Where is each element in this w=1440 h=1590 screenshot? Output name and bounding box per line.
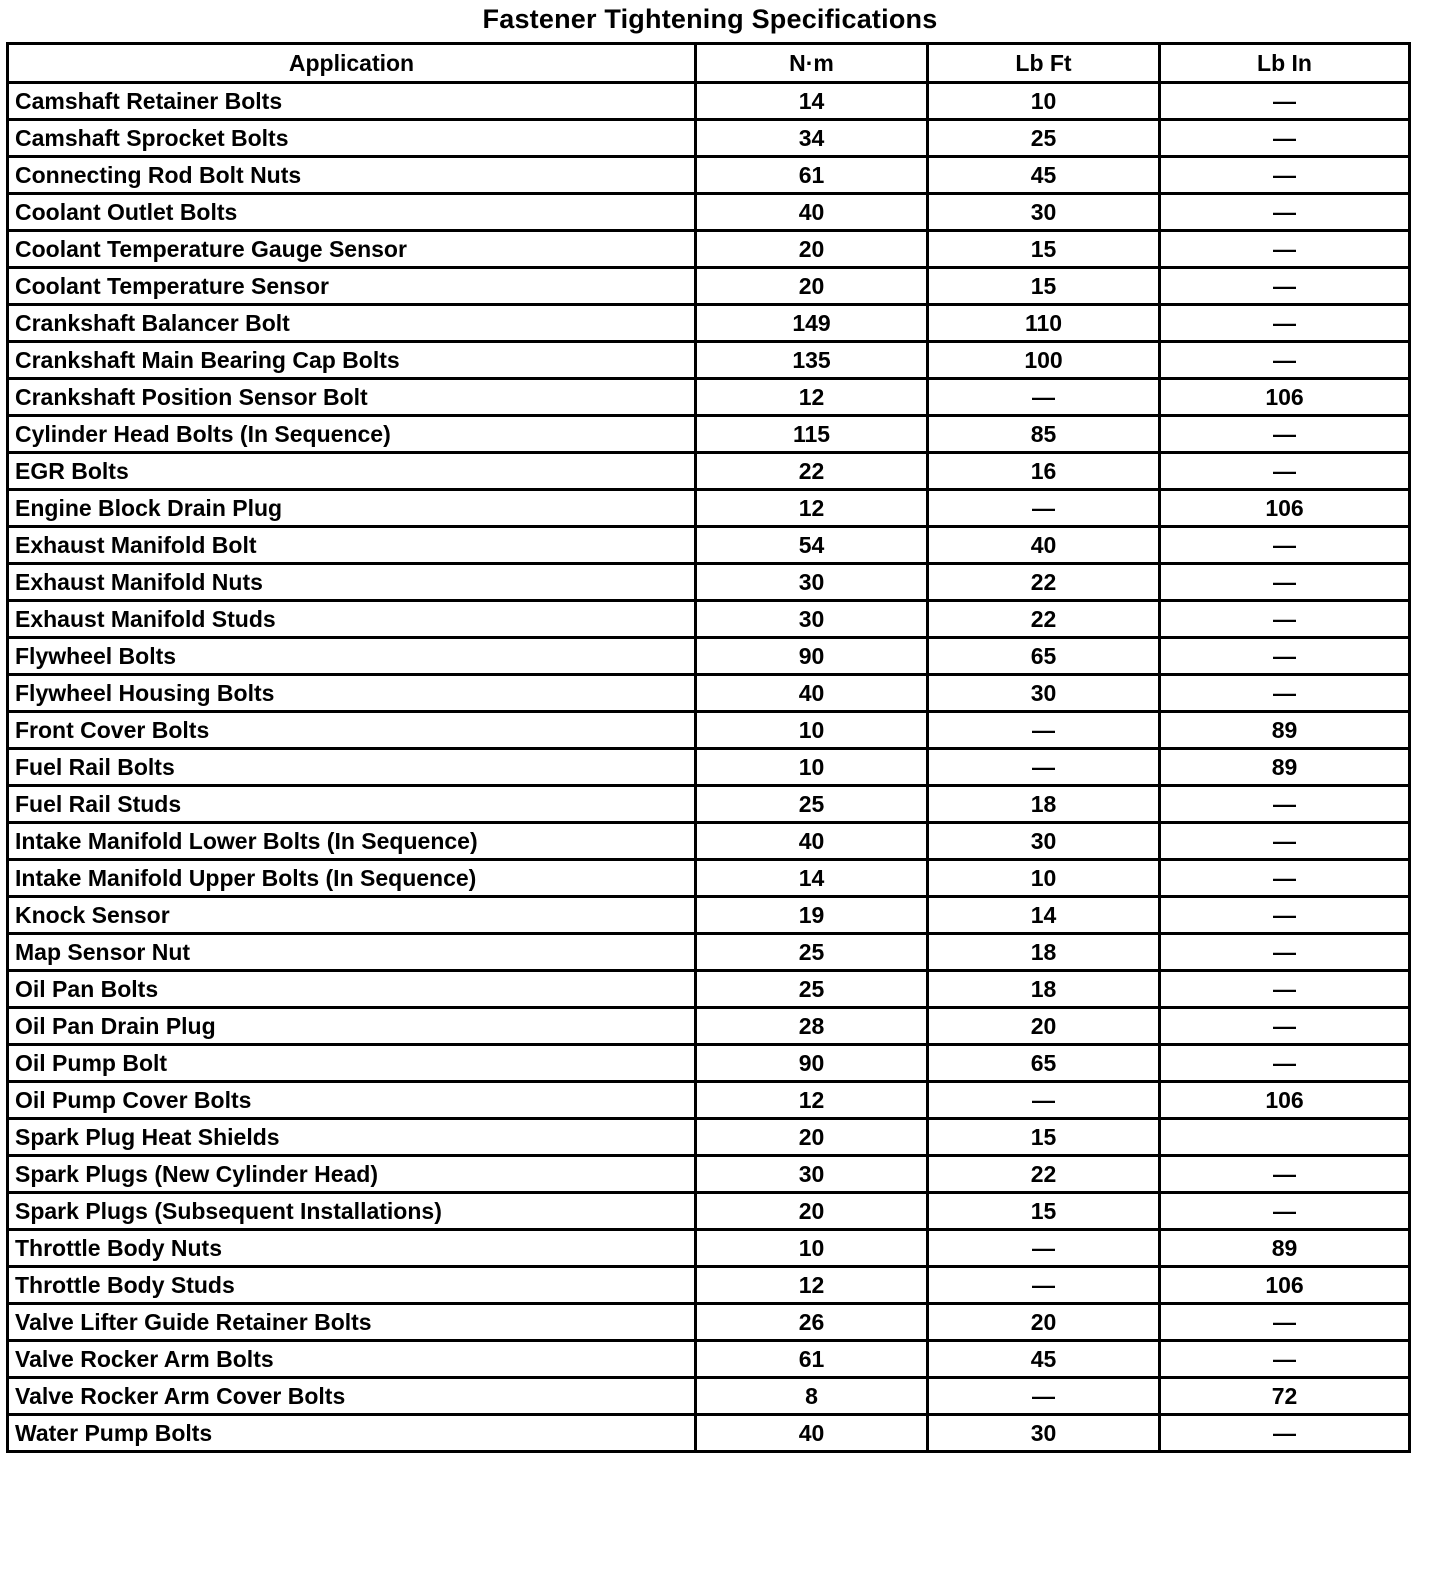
table-row	[8, 860, 1410, 897]
table-row	[8, 268, 1410, 305]
table-row	[8, 934, 1410, 971]
pound-feet-cell: 100	[928, 342, 1160, 379]
newton-meters-cell: 10	[696, 1230, 928, 1267]
pound-inches-cell: —	[1160, 860, 1410, 897]
table-row	[8, 527, 1410, 564]
application-cell: Oil Pump Bolt	[8, 1045, 696, 1082]
pound-feet-cell: 65	[928, 1045, 1160, 1082]
pound-inches-cell: —	[1160, 1193, 1410, 1230]
table-row	[8, 601, 1410, 638]
table-row	[8, 1415, 1410, 1452]
table-row	[8, 675, 1410, 712]
table-header-row	[8, 44, 1410, 83]
pound-inches-cell: 106	[1160, 490, 1410, 527]
pound-feet-cell: 10	[928, 83, 1160, 120]
pound-inches-cell: —	[1160, 120, 1410, 157]
pound-inches-cell: —	[1160, 83, 1410, 120]
application-cell: Coolant Temperature Sensor	[8, 268, 696, 305]
table-row	[8, 1119, 1410, 1156]
pound-feet-cell: 10	[928, 860, 1160, 897]
table-row	[8, 1008, 1410, 1045]
newton-meters-cell: 115	[696, 416, 928, 453]
newton-meters-cell: 40	[696, 823, 928, 860]
table-row	[8, 83, 1410, 120]
application-cell: Crankshaft Balancer Bolt	[8, 305, 696, 342]
column-header-pound-inches: Lb In	[1160, 44, 1410, 83]
table-row	[8, 1045, 1410, 1082]
application-cell: Front Cover Bolts	[8, 712, 696, 749]
application-cell: Intake Manifold Lower Bolts (In Sequence)	[8, 823, 696, 860]
application-cell: Exhaust Manifold Bolt	[8, 527, 696, 564]
newton-meters-cell: 149	[696, 305, 928, 342]
pound-inches-cell: —	[1160, 934, 1410, 971]
pound-feet-cell: 22	[928, 601, 1160, 638]
pound-feet-cell: —	[928, 1267, 1160, 1304]
table-body	[8, 83, 1410, 1452]
pound-feet-cell: 30	[928, 194, 1160, 231]
pound-feet-cell: 15	[928, 268, 1160, 305]
newton-meters-cell: 20	[696, 1119, 928, 1156]
pound-inches-cell: —	[1160, 268, 1410, 305]
newton-meters-cell: 90	[696, 638, 928, 675]
newton-meters-cell: 28	[696, 1008, 928, 1045]
newton-meters-cell: 20	[696, 268, 928, 305]
table-row	[8, 120, 1410, 157]
newton-meters-cell: 61	[696, 157, 928, 194]
application-cell: Oil Pump Cover Bolts	[8, 1082, 696, 1119]
newton-meters-cell: 61	[696, 1341, 928, 1378]
table-row	[8, 379, 1410, 416]
application-cell: Exhaust Manifold Studs	[8, 601, 696, 638]
table-row	[8, 1193, 1410, 1230]
pound-inches-cell: —	[1160, 675, 1410, 712]
newton-meters-cell: 19	[696, 897, 928, 934]
newton-meters-cell: 10	[696, 712, 928, 749]
pound-inches-cell: —	[1160, 1156, 1410, 1193]
pound-feet-cell: 45	[928, 157, 1160, 194]
table-row	[8, 897, 1410, 934]
pound-feet-cell: 16	[928, 453, 1160, 490]
pound-inches-cell: 89	[1160, 712, 1410, 749]
newton-meters-cell: 14	[696, 860, 928, 897]
fastener-spec-table	[6, 42, 1411, 1453]
pound-inches-cell: —	[1160, 564, 1410, 601]
application-cell: Throttle Body Nuts	[8, 1230, 696, 1267]
pound-feet-cell: 22	[928, 1156, 1160, 1193]
pound-inches-cell: —	[1160, 342, 1410, 379]
newton-meters-cell: 12	[696, 1267, 928, 1304]
table-row	[8, 1230, 1410, 1267]
pound-feet-cell: 18	[928, 934, 1160, 971]
table-row	[8, 342, 1410, 379]
newton-meters-cell: 20	[696, 231, 928, 268]
pound-inches-cell: —	[1160, 1415, 1410, 1452]
pound-feet-cell: 20	[928, 1304, 1160, 1341]
pound-inches-cell: —	[1160, 1341, 1410, 1378]
pound-feet-cell: 18	[928, 971, 1160, 1008]
table-row	[8, 564, 1410, 601]
pound-feet-cell: —	[928, 379, 1160, 416]
pound-inches-cell: —	[1160, 527, 1410, 564]
newton-meters-cell: 34	[696, 120, 928, 157]
application-cell: Flywheel Housing Bolts	[8, 675, 696, 712]
pound-feet-cell: 40	[928, 527, 1160, 564]
application-cell: Valve Rocker Arm Cover Bolts	[8, 1378, 696, 1415]
table-row	[8, 823, 1410, 860]
pound-feet-cell: 18	[928, 786, 1160, 823]
newton-meters-cell: 12	[696, 1082, 928, 1119]
pound-feet-cell: 15	[928, 1193, 1160, 1230]
pound-inches-cell: 106	[1160, 379, 1410, 416]
newton-meters-cell: 25	[696, 934, 928, 971]
page-title: Fastener Tightening Specifications	[482, 4, 938, 34]
pound-inches-cell: —	[1160, 231, 1410, 268]
pound-inches-cell	[1160, 1119, 1410, 1156]
newton-meters-cell: 14	[696, 83, 928, 120]
application-cell: Valve Rocker Arm Bolts	[8, 1341, 696, 1378]
newton-meters-cell: 40	[696, 675, 928, 712]
newton-meters-cell: 25	[696, 971, 928, 1008]
table-row	[8, 157, 1410, 194]
table-row	[8, 1156, 1410, 1193]
newton-meters-cell: 10	[696, 749, 928, 786]
application-cell: Map Sensor Nut	[8, 934, 696, 971]
pound-feet-cell: —	[928, 712, 1160, 749]
application-cell: Flywheel Bolts	[8, 638, 696, 675]
application-cell: Spark Plug Heat Shields	[8, 1119, 696, 1156]
pound-feet-cell: 25	[928, 120, 1160, 157]
table-row	[8, 453, 1410, 490]
table-row	[8, 194, 1410, 231]
application-cell: Coolant Temperature Gauge Sensor	[8, 231, 696, 268]
pound-inches-cell: —	[1160, 601, 1410, 638]
table-row	[8, 231, 1410, 268]
newton-meters-cell: 54	[696, 527, 928, 564]
table-row	[8, 638, 1410, 675]
column-header-pound-feet: Lb Ft	[928, 44, 1160, 83]
newton-meters-cell: 40	[696, 194, 928, 231]
application-cell: Spark Plugs (Subsequent Installations)	[8, 1193, 696, 1230]
pound-inches-cell: —	[1160, 157, 1410, 194]
newton-meters-cell: 22	[696, 453, 928, 490]
table-row	[8, 1378, 1410, 1415]
pound-feet-cell: —	[928, 749, 1160, 786]
table-row	[8, 490, 1410, 527]
pound-feet-cell: 45	[928, 1341, 1160, 1378]
table-row	[8, 786, 1410, 823]
application-cell: Camshaft Sprocket Bolts	[8, 120, 696, 157]
column-header-application: Application	[8, 44, 696, 83]
application-cell: Crankshaft Position Sensor Bolt	[8, 379, 696, 416]
newton-meters-cell: 25	[696, 786, 928, 823]
pound-feet-cell: —	[928, 490, 1160, 527]
newton-meters-cell: 20	[696, 1193, 928, 1230]
application-cell: Cylinder Head Bolts (In Sequence)	[8, 416, 696, 453]
application-cell: Camshaft Retainer Bolts	[8, 83, 696, 120]
pound-inches-cell: 106	[1160, 1267, 1410, 1304]
pound-feet-cell: 30	[928, 823, 1160, 860]
pound-feet-cell: —	[928, 1378, 1160, 1415]
pound-inches-cell: 89	[1160, 1230, 1410, 1267]
pound-inches-cell: —	[1160, 971, 1410, 1008]
pound-inches-cell: —	[1160, 823, 1410, 860]
table-row	[8, 416, 1410, 453]
pound-feet-cell: 22	[928, 564, 1160, 601]
table-row	[8, 1341, 1410, 1378]
pound-feet-cell: 30	[928, 675, 1160, 712]
pound-inches-cell: —	[1160, 194, 1410, 231]
pound-inches-cell: 106	[1160, 1082, 1410, 1119]
table-row	[8, 971, 1410, 1008]
application-cell: Fuel Rail Bolts	[8, 749, 696, 786]
table-row	[8, 305, 1410, 342]
pound-feet-cell: 15	[928, 231, 1160, 268]
application-cell: Water Pump Bolts	[8, 1415, 696, 1452]
pound-feet-cell: —	[928, 1230, 1160, 1267]
table-row	[8, 1082, 1410, 1119]
newton-meters-cell: 40	[696, 1415, 928, 1452]
application-cell: Throttle Body Studs	[8, 1267, 696, 1304]
pound-inches-cell: 89	[1160, 749, 1410, 786]
application-cell: EGR Bolts	[8, 453, 696, 490]
pound-inches-cell: —	[1160, 1008, 1410, 1045]
newton-meters-cell: 135	[696, 342, 928, 379]
column-header-newton-meters: N·m	[696, 44, 928, 83]
table-row	[8, 712, 1410, 749]
application-cell: Engine Block Drain Plug	[8, 490, 696, 527]
pound-feet-cell: 15	[928, 1119, 1160, 1156]
pound-inches-cell: 72	[1160, 1378, 1410, 1415]
table-row	[8, 749, 1410, 786]
pound-inches-cell: —	[1160, 638, 1410, 675]
application-cell: Knock Sensor	[8, 897, 696, 934]
application-cell: Oil Pan Drain Plug	[8, 1008, 696, 1045]
newton-meters-cell: 26	[696, 1304, 928, 1341]
pound-feet-cell: 20	[928, 1008, 1160, 1045]
application-cell: Crankshaft Main Bearing Cap Bolts	[8, 342, 696, 379]
newton-meters-cell: 30	[696, 564, 928, 601]
application-cell: Spark Plugs (New Cylinder Head)	[8, 1156, 696, 1193]
table-row	[8, 1267, 1410, 1304]
application-cell: Intake Manifold Upper Bolts (In Sequence)	[8, 860, 696, 897]
application-cell: Oil Pan Bolts	[8, 971, 696, 1008]
newton-meters-cell: 12	[696, 379, 928, 416]
pound-inches-cell: —	[1160, 1045, 1410, 1082]
pound-feet-cell: 65	[928, 638, 1160, 675]
newton-meters-cell: 30	[696, 601, 928, 638]
pound-feet-cell: 14	[928, 897, 1160, 934]
application-cell: Valve Lifter Guide Retainer Bolts	[8, 1304, 696, 1341]
pound-inches-cell: —	[1160, 897, 1410, 934]
pound-inches-cell: —	[1160, 416, 1410, 453]
pound-inches-cell: —	[1160, 1304, 1410, 1341]
application-cell: Connecting Rod Bolt Nuts	[8, 157, 696, 194]
pound-feet-cell: —	[928, 1082, 1160, 1119]
pound-inches-cell: —	[1160, 305, 1410, 342]
newton-meters-cell: 8	[696, 1378, 928, 1415]
newton-meters-cell: 30	[696, 1156, 928, 1193]
pound-feet-cell: 110	[928, 305, 1160, 342]
application-cell: Coolant Outlet Bolts	[8, 194, 696, 231]
table-row	[8, 1304, 1410, 1341]
pound-feet-cell: 30	[928, 1415, 1160, 1452]
pound-inches-cell: —	[1160, 786, 1410, 823]
pound-inches-cell: —	[1160, 453, 1410, 490]
newton-meters-cell: 90	[696, 1045, 928, 1082]
newton-meters-cell: 12	[696, 490, 928, 527]
application-cell: Fuel Rail Studs	[8, 786, 696, 823]
pound-feet-cell: 85	[928, 416, 1160, 453]
application-cell: Exhaust Manifold Nuts	[8, 564, 696, 601]
